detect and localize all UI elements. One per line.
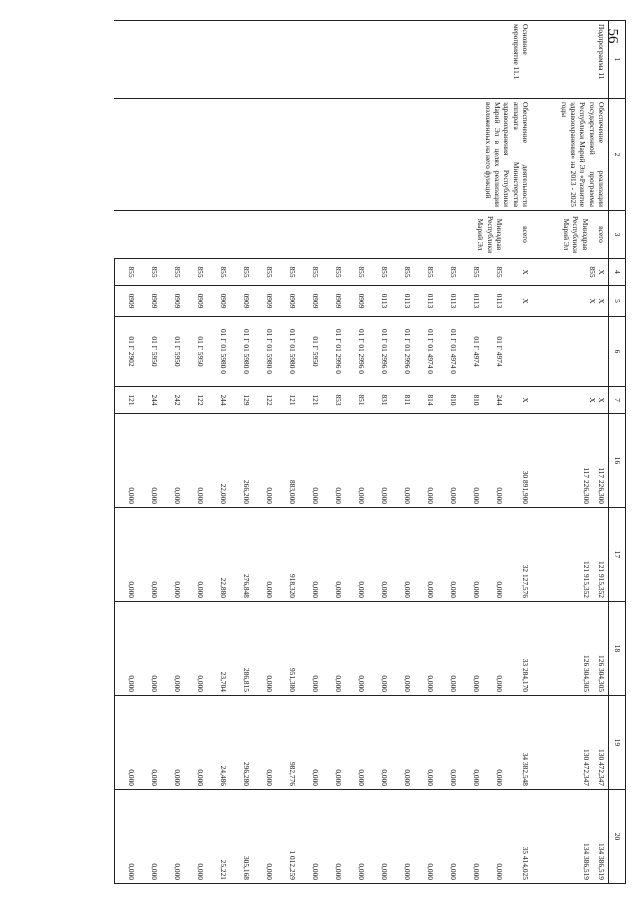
value-2025: 0,000 (184, 790, 207, 884)
value-2024: 0,000 (115, 696, 139, 790)
code-rzpr: 0909 (230, 286, 253, 317)
value-2025: 0,000 (345, 790, 368, 884)
subprogram-name: Обеспечение реализации государственной программы Республики Марий Эл «Развитие здравоохранения» на 2013 - 2025 годы (532, 99, 609, 211)
code-vr: 244 (483, 387, 506, 414)
value-2021: 0,000 (460, 414, 483, 508)
value-2024: 0,000 (184, 696, 207, 790)
code-grbs: 855 (253, 259, 276, 286)
value-2023: 0,000 (138, 602, 161, 696)
subprogram-row (532, 21, 609, 884)
code-vr: 122 (184, 387, 207, 414)
code-csr: 01 Г 01 5980 0 (276, 317, 299, 387)
ministry-label: Минздрав Республики Марий Эл (115, 211, 507, 259)
code-rzpr: 0909 (161, 286, 184, 317)
value-2024: 0,000 (414, 696, 437, 790)
rotated-page-content (93, 20, 626, 883)
code-grbs: X (506, 259, 532, 286)
value-2022: 0,000 (368, 508, 391, 602)
value-2023: 0,000 (368, 602, 391, 696)
measure-id: Основное мероприятие 11.1 (115, 21, 533, 99)
value-2022: 0,000 (414, 508, 437, 602)
code-csr: 01 Г 5950 (184, 317, 207, 387)
value-2025: 0,000 (483, 790, 506, 884)
value-2025: 0,000 (460, 790, 483, 884)
col-header: 1 (609, 21, 626, 99)
value-2021: 0,000 (161, 414, 184, 508)
value-2022: 276,848 (230, 508, 253, 602)
code-rzpr: 0113 (460, 286, 483, 317)
header-row (609, 21, 626, 884)
code-rzpr: 0909 (322, 286, 345, 317)
measure-name: Обеспечение деятельности аппарата Министерства здравоохранения Республики Марий Эл в целях реализации возложенных на него функций (115, 99, 533, 211)
value-2023: 0,000 (414, 602, 437, 696)
value-2023: 0,000 (345, 602, 368, 696)
page-number: 56 (604, 28, 621, 44)
value-2025: 1 012,259 (276, 790, 299, 884)
value-2025: 0,000 (368, 790, 391, 884)
value-2024: 130 472,347 (581, 749, 591, 786)
value-2022: 0,000 (460, 508, 483, 602)
code-csr: 01 Г 2902 (115, 317, 139, 387)
value-2023: 0,000 (161, 602, 184, 696)
code-grbs: 855 (115, 259, 139, 286)
col-header: 5 (609, 286, 626, 317)
value-2023: 126 304,305 (581, 655, 591, 692)
code-rzpr: 0113 (483, 286, 506, 317)
code-rzpr: 0909 (276, 286, 299, 317)
col-header: 16 (609, 414, 626, 508)
value-2023: 0,000 (322, 602, 345, 696)
code-vr: X (506, 387, 532, 414)
value-2024: 982,776 (276, 696, 299, 790)
value-2025: 134 386,519 (581, 843, 591, 880)
value-2024: 296,280 (230, 696, 253, 790)
value-2021: 22,000 (207, 414, 230, 508)
code-grbs: 855 (138, 259, 161, 286)
value-2022: 0,000 (184, 508, 207, 602)
code-rzpr: 0909 (115, 286, 139, 317)
value-2021: 0,000 (253, 414, 276, 508)
value-2025: 0,000 (414, 790, 437, 884)
budget-table (114, 20, 626, 884)
value-2022: 121 915,352 (581, 561, 591, 598)
code-vr: 810 (460, 387, 483, 414)
code-rzpr: 0909 (345, 286, 368, 317)
code-rzpr: 0113 (391, 286, 414, 317)
value-2025: 0,000 (299, 790, 322, 884)
code-rzpr: 0113 (437, 286, 460, 317)
value-2025: 305,168 (230, 790, 253, 884)
value-2021: 266,200 (230, 414, 253, 508)
value-2022: 22,880 (207, 508, 230, 602)
code-csr: 01 Г 01 4974 0 (414, 317, 437, 387)
col-header: 20 (609, 790, 626, 884)
value-2021: 0,000 (138, 414, 161, 508)
col-header: 2 (609, 99, 626, 211)
value-2021: 883,000 (276, 414, 299, 508)
value-2023: 0,000 (253, 602, 276, 696)
value-2024: 0,000 (161, 696, 184, 790)
value-2024: 0,000 (460, 696, 483, 790)
value-2023: 0,000 (299, 602, 322, 696)
code-vr: 244 (138, 387, 161, 414)
code-rzpr: X (597, 298, 606, 304)
value-2021: 0,000 (322, 414, 345, 508)
value-2022: 0,000 (391, 508, 414, 602)
code-rzpr: 0909 (253, 286, 276, 317)
value-2024: 0,000 (253, 696, 276, 790)
value-2021: 0,000 (414, 414, 437, 508)
code-grbs: 855 (345, 259, 368, 286)
code-grbs: 855 (276, 259, 299, 286)
value-2023: 23,704 (207, 602, 230, 696)
value-2022: 0,000 (483, 508, 506, 602)
value-2022: 0,000 (299, 508, 322, 602)
value-2025: 0,000 (322, 790, 345, 884)
code-rzpr: 0909 (207, 286, 230, 317)
subprogram-id: Подпрограмма 11 (532, 21, 609, 99)
value-2024: 0,000 (345, 696, 368, 790)
value-2022: 0,000 (437, 508, 460, 602)
value-2022: 0,000 (322, 508, 345, 602)
value-2025: 0,000 (391, 790, 414, 884)
code-vr: 811 (391, 387, 414, 414)
value-2021: 0,000 (391, 414, 414, 508)
code-grbs: 855 (391, 259, 414, 286)
code-grbs: 855 (161, 259, 184, 286)
code-csr: 01 Г 5950 (161, 317, 184, 387)
code-csr (506, 317, 532, 387)
col-header: 6 (609, 317, 626, 387)
code-csr: 01 Г 01 2996 0 (345, 317, 368, 387)
code-vr: 851 (345, 387, 368, 414)
measure-total-row (506, 21, 532, 884)
code-csr: 01 Г 5950 (299, 317, 322, 387)
code-grbs: 855 (368, 259, 391, 286)
value-2023: 0,000 (115, 602, 139, 696)
code-grbs: 855 (483, 259, 506, 286)
code-grbs: 855 (184, 259, 207, 286)
code-grbs: 855 (230, 259, 253, 286)
code-vr: 129 (230, 387, 253, 414)
value-2021: 30 891,900 (506, 414, 532, 508)
value-2025: 0,000 (161, 790, 184, 884)
value-2024: 0,000 (483, 696, 506, 790)
value-2022: 0,000 (253, 508, 276, 602)
code-grbs: 855 (587, 266, 597, 278)
code-csr: 01 Г 4974 (483, 317, 506, 387)
value-2023: 951,380 (276, 602, 299, 696)
code-csr: 01 Г 4974 (460, 317, 483, 387)
col-header: 19 (609, 696, 626, 790)
code-grbs: 855 (322, 259, 345, 286)
value-2022: 0,000 (115, 508, 139, 602)
code-csr: 01 Г 01 5980 0 (230, 317, 253, 387)
code-rzpr: X (506, 286, 532, 317)
code-rzpr: 0113 (414, 286, 437, 317)
code-grbs: 855 (207, 259, 230, 286)
code-rzpr: 0909 (184, 286, 207, 317)
col-header: 17 (609, 508, 626, 602)
value-2022: 0,000 (138, 508, 161, 602)
ministry-label: Минздрав Республики Марий Эл (562, 215, 590, 254)
value-2023: 0,000 (437, 602, 460, 696)
code-vr: 122 (253, 387, 276, 414)
code-csr: 01 Г 01 2996 0 (391, 317, 414, 387)
code-csr: 01 Г 5950 (138, 317, 161, 387)
col-header: 4 (609, 259, 626, 286)
value-2024: 24,486 (207, 696, 230, 790)
value-2021: 0,000 (483, 414, 506, 508)
code-rzpr: 0909 (299, 286, 322, 317)
code-vr: 121 (115, 387, 139, 414)
code-vr: 121 (276, 387, 299, 414)
value-2022: 0,000 (345, 508, 368, 602)
col-header: 18 (609, 602, 626, 696)
code-grbs: X (597, 269, 606, 275)
code-csr: 01 Г 01 2996 0 (368, 317, 391, 387)
value-2025: 0,000 (115, 790, 139, 884)
value-2023: 126 304,305 (597, 655, 606, 692)
value-2023: 0,000 (460, 602, 483, 696)
code-csr: 01 Г 01 2996 0 (322, 317, 345, 387)
value-2024: 0,000 (138, 696, 161, 790)
code-csr: 01 Г 01 5980 0 (207, 317, 230, 387)
code-grbs: 855 (299, 259, 322, 286)
code-vr: 814 (414, 387, 437, 414)
col-header: 7 (609, 387, 626, 414)
code-vr: 242 (161, 387, 184, 414)
value-2021: 0,000 (437, 414, 460, 508)
value-2025: 0,000 (138, 790, 161, 884)
value-2024: 0,000 (299, 696, 322, 790)
code-csr: 01 Г 01 5980 0 (253, 317, 276, 387)
value-2024: 0,000 (368, 696, 391, 790)
code-rzpr: 0909 (138, 286, 161, 317)
value-2023: 33 284,170 (506, 602, 532, 696)
code-vr: X (597, 397, 606, 403)
value-2023: 0,000 (391, 602, 414, 696)
value-2024: 0,000 (322, 696, 345, 790)
value-2025: 0,000 (437, 790, 460, 884)
code-rzpr: 0113 (368, 286, 391, 317)
value-2021: 0,000 (345, 414, 368, 508)
code-vr: 121 (299, 387, 322, 414)
value-2024: 34 382,548 (506, 696, 532, 790)
value-2022: 918,320 (276, 508, 299, 602)
value-2024: 130 472,347 (597, 749, 606, 786)
col-header: 3 (609, 211, 626, 259)
code-vr: 853 (322, 387, 345, 414)
value-2023: 286,815 (230, 602, 253, 696)
value-2021: 117 226,300 (597, 467, 606, 504)
code-grbs: 855 (437, 259, 460, 286)
value-2024: 0,000 (391, 696, 414, 790)
code-vr: 831 (368, 387, 391, 414)
code-csr: 01 Г 01 4974 0 (437, 317, 460, 387)
value-2021: 117 226,300 (581, 467, 591, 504)
value-2021: 0,000 (368, 414, 391, 508)
value-2025: 134 386,519 (597, 843, 606, 880)
code-vr: 810 (437, 387, 460, 414)
value-2025: 25,221 (207, 790, 230, 884)
value-2025: 35 414,025 (506, 790, 532, 884)
value-2021: 0,000 (299, 414, 322, 508)
total-label: всего (506, 211, 532, 259)
value-2022: 32 127,576 (506, 508, 532, 602)
value-2022: 0,000 (161, 508, 184, 602)
value-2022: 121 915,352 (597, 561, 606, 598)
code-grbs: 855 (414, 259, 437, 286)
value-2021: 0,000 (184, 414, 207, 508)
value-2023: 0,000 (184, 602, 207, 696)
value-2021: 0,000 (115, 414, 139, 508)
code-vr: 244 (207, 387, 230, 414)
value-2024: 0,000 (437, 696, 460, 790)
total-label: всего (597, 226, 606, 243)
value-2025: 0,000 (253, 790, 276, 884)
value-2023: 0,000 (483, 602, 506, 696)
code-grbs: 855 (460, 259, 483, 286)
code-rzpr: X (587, 298, 597, 304)
code-vr: X (587, 397, 597, 403)
